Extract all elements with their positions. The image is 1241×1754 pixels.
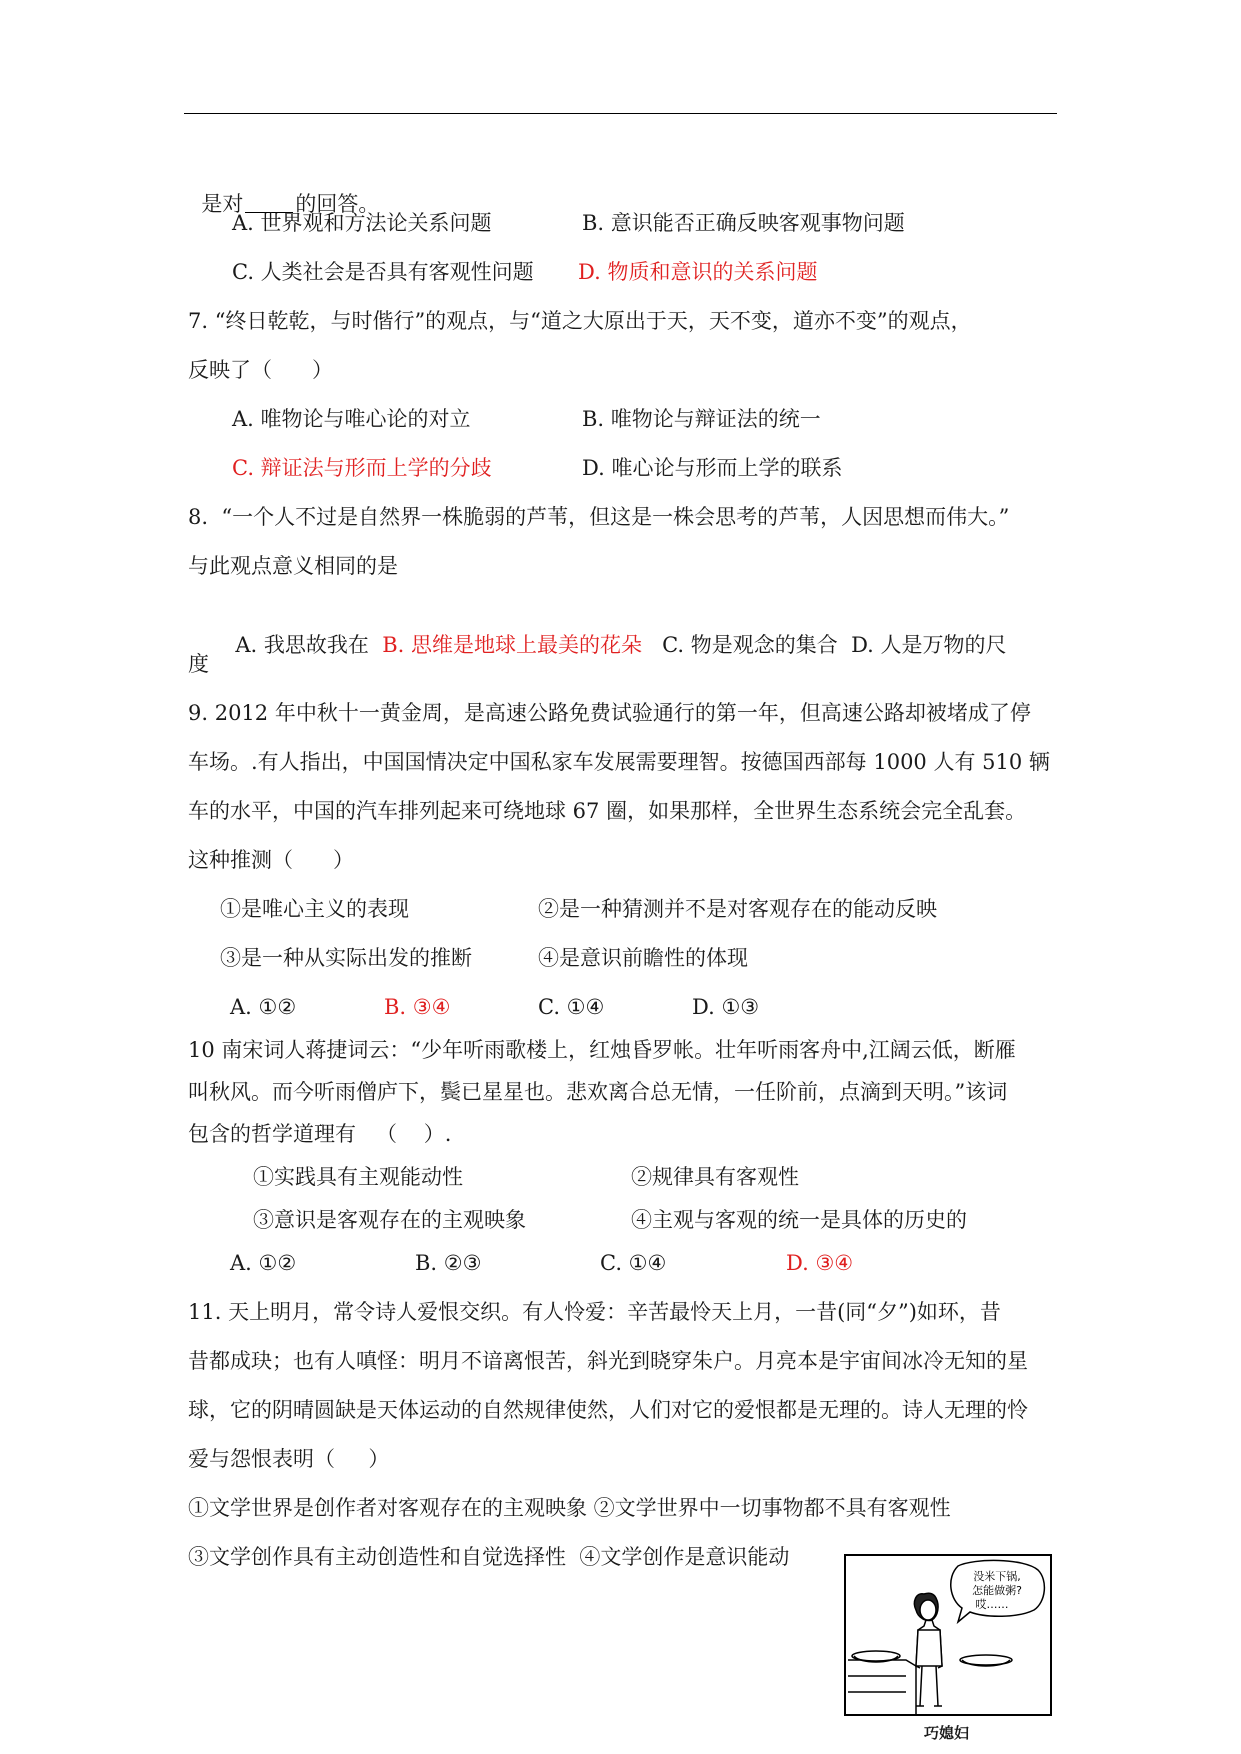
q10-option-c: C. ①④ <box>600 1251 667 1275</box>
q9-statement-3: ③是一种从实际出发的推断 <box>220 946 472 970</box>
q9-stem-line3: 车的水平，中国的汽车排列起来可绕地球 67 圈，如果那样，全世界生态系统会完全乱套。 <box>188 799 1027 823</box>
q9-option-d: D. ①③ <box>692 995 760 1019</box>
q8-stem-line2: 与此观点意义相同的是 <box>188 554 398 578</box>
q10-statement-3: ③意识是客观存在的主观映象 <box>253 1208 526 1232</box>
q8-options-tail: 度 <box>188 652 209 676</box>
q8-option-b-answer: B. 思维是地球上最美的花朵 <box>382 633 643 657</box>
q11-stem-line4: 爱与怨恨表明（ ） <box>188 1447 390 1471</box>
q10-option-d-answer: D. ③④ <box>786 1251 854 1275</box>
q8-option-cd: C. 物是观念的集合 D. 人是万物的尺 <box>662 633 1007 657</box>
q7-option-c-answer: C. 辩证法与形而上学的分歧 <box>232 456 492 480</box>
q8-options-line <box>222 600 1007 660</box>
q10-statement-1: ①实践具有主观能动性 <box>253 1165 463 1189</box>
woman-figure <box>914 1593 942 1706</box>
cartoon-caption: 巧媳妇 <box>924 1724 970 1742</box>
q11-stem-line1: 11. 天上明月，常令诗人爱恨交织。有人怜爱：辛苦最怜天上月，一昔(同“夕”)如环，昔 <box>188 1300 1001 1324</box>
bubble-line-2: 怎能做粥? <box>972 1584 1022 1597</box>
q6-option-b: B. 意识能否正确反映客观事物问题 <box>582 211 905 235</box>
cartoon-illustration <box>844 1554 1052 1716</box>
q11-statements-1-2: ①文学世界是创作者对客观存在的主观映象 ②文学世界中一切事物都不具有客观性 <box>188 1496 951 1520</box>
q10-option-a: A. ①② <box>230 1251 297 1275</box>
q11-statements-3-4: ③文学创作具有主动创造性和自觉选择性 ④文学创作是意识能动 <box>188 1545 790 1569</box>
q10-stem-line3: 包含的哲学道理有 （ ）. <box>188 1122 452 1146</box>
q7-option-b: B. 唯物论与辩证法的统一 <box>582 407 821 431</box>
q10-option-b: B. ②③ <box>415 1251 482 1275</box>
q7-stem-line2: 反映了（ ） <box>188 358 334 382</box>
q10-statement-2: ②规律具有客观性 <box>631 1165 799 1189</box>
q11-stem-line3: 球，它的阴晴圆缺是天体运动的自然规律使然，人们对它的爱恨都是无理的。诗人无理的怜 <box>188 1398 1028 1422</box>
cartoon-drawing <box>846 1556 1050 1714</box>
bubble-line-3: 哎…… <box>975 1598 1009 1611</box>
q9-stem-line2: 车场。.有人指出，中国国情决定中国私家车发展需要理智。按德国西部每 1000 人有 510 辆 <box>188 750 1050 774</box>
q6-option-a: A. 世界观和方法论关系问题 <box>232 211 492 235</box>
q6-option-d-answer: D. 物质和意识的关系问题 <box>578 260 818 284</box>
q9-statement-1: ①是唯心主义的表现 <box>220 897 409 921</box>
q9-statement-2: ②是一种猜测并不是对客观存在的能动反映 <box>538 897 937 921</box>
q9-statement-4: ④是意识前瞻性的体现 <box>538 946 748 970</box>
q7-stem-line1: 7. “终日乾乾，与时偕行”的观点，与“道之大原出于天，天不变，道亦不变”的观点， <box>188 309 972 333</box>
header-rule <box>184 113 1057 114</box>
q11-stem-line2: 昔都成玦；也有人嗔怪：明月不谙离恨苦，斜光到晓穿朱户。月亮本是宇宙间冰冷无知的星 <box>188 1349 1028 1373</box>
q8-stem-line1: 8. “一个人不过是自然界一株脆弱的芦苇，但这是一株会思考的芦苇，人因思想而伟大。” <box>188 505 1010 529</box>
q9-option-b-answer: B. ③④ <box>384 995 451 1019</box>
stem-text-post: 的回答。 <box>295 192 380 216</box>
q9-stem-line1: 9. 2012 年中秋十一黄金周，是高速公路免费试验通行的第一年，但高速公路却被堵成了停 <box>188 701 1031 725</box>
bubble-line-1: 没米下锅, <box>973 1570 1021 1583</box>
q7-option-d: D. 唯心论与形而上学的联系 <box>582 456 843 480</box>
q9-option-c: C. ①④ <box>538 995 605 1019</box>
q9-stem-line4: 这种推测（ ） <box>188 848 355 872</box>
q9-option-a: A. ①② <box>230 995 297 1019</box>
q6-option-c: C. 人类社会是否具有客观性问题 <box>232 260 534 284</box>
q10-stem-line2: 叫秋风。而今听雨僧庐下，鬓已星星也。悲欢离合总无情，一任阶前，点滴到天明。”该词 <box>188 1080 1008 1104</box>
q7-option-a: A. 唯物论与唯心论的对立 <box>232 407 471 431</box>
stem-text-pre: 是对 <box>201 192 244 216</box>
q10-statement-4: ④主观与客观的统一是具体的历史的 <box>631 1208 967 1232</box>
q10-stem-line1: 10 南宋词人蒋捷词云：“少年听雨歌楼上，红烛昏罗帐。壮年听雨客舟中,江阔云低，断雁 <box>188 1038 1016 1062</box>
q8-option-a: A. 我思故我在 <box>235 633 369 657</box>
